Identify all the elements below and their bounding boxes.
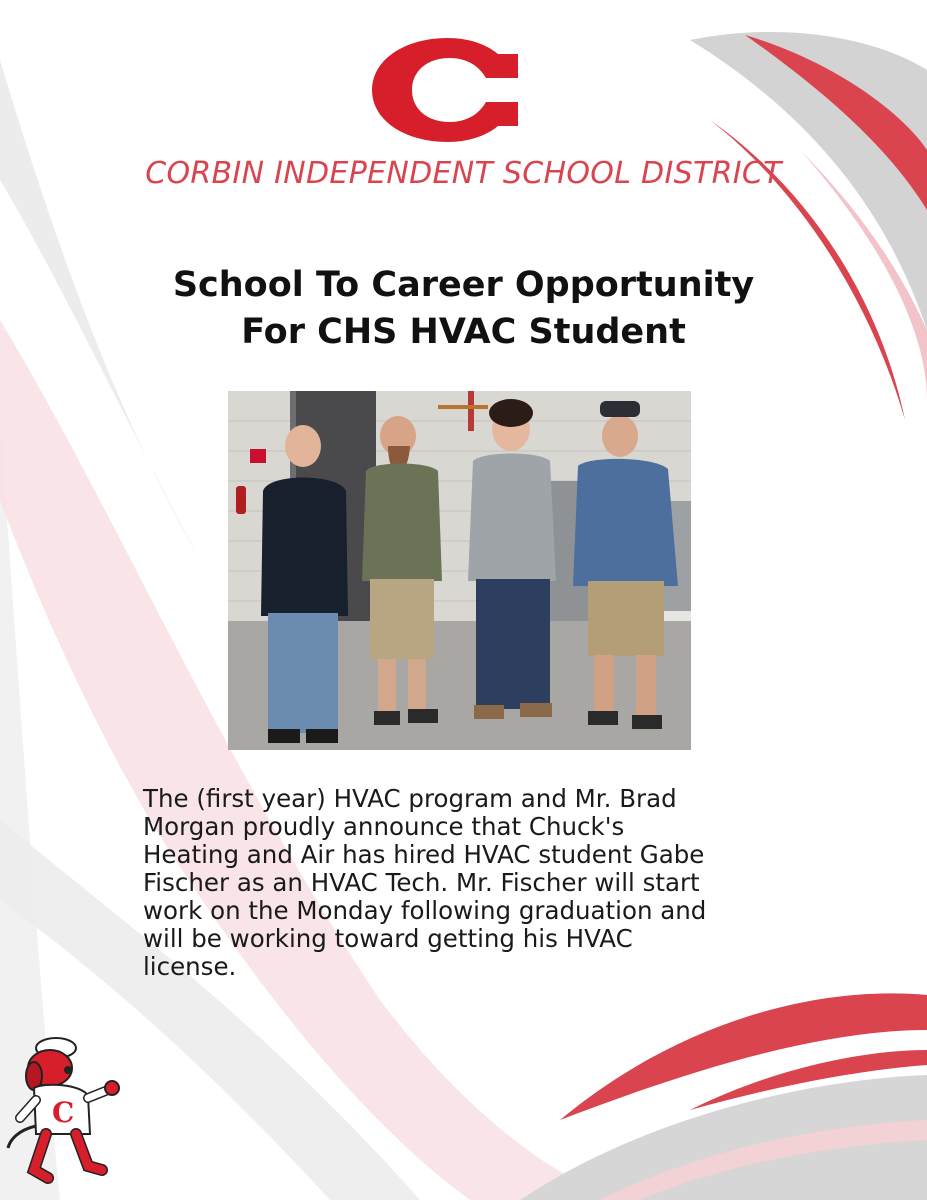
group-photo xyxy=(228,391,691,750)
body-line: license. xyxy=(143,952,237,981)
photo-copper-pipe xyxy=(438,405,488,409)
body-line: Morgan proudly announce that Chuck's xyxy=(143,812,625,841)
c-logo-shape xyxy=(372,38,518,142)
announcement-title xyxy=(0,262,927,356)
mascot-sweater-letter: C xyxy=(52,1096,75,1129)
mascot-nose xyxy=(64,1066,72,1074)
title-line-2: For CHS HVAC Student xyxy=(241,312,686,352)
announcement-body xyxy=(143,785,843,981)
body-line: will be working toward getting his HVAC xyxy=(143,924,633,953)
body-line: work on the Monday following graduation and xyxy=(143,896,707,925)
photo-exit-sign xyxy=(250,449,266,463)
photo-red-pipe xyxy=(468,391,474,431)
body-line: The (first year) HVAC program and Mr. Brad xyxy=(143,784,677,813)
district-c-logo xyxy=(368,38,528,142)
mascot-red-dog xyxy=(4,1030,124,1190)
body-line: Fischer as an HVAC Tech. Mr. Fischer will start xyxy=(143,868,700,897)
photo-extinguisher xyxy=(236,486,246,514)
title-line-1: School To Career Opportunity xyxy=(172,265,755,305)
mascot-tail xyxy=(8,1126,36,1148)
district-name: CORBIN INDEPENDENT SCHOOL DISTRICT xyxy=(145,156,782,191)
body-line: Heating and Air has hired HVAC student Gabe xyxy=(143,840,705,869)
mascot-fist xyxy=(105,1081,119,1095)
